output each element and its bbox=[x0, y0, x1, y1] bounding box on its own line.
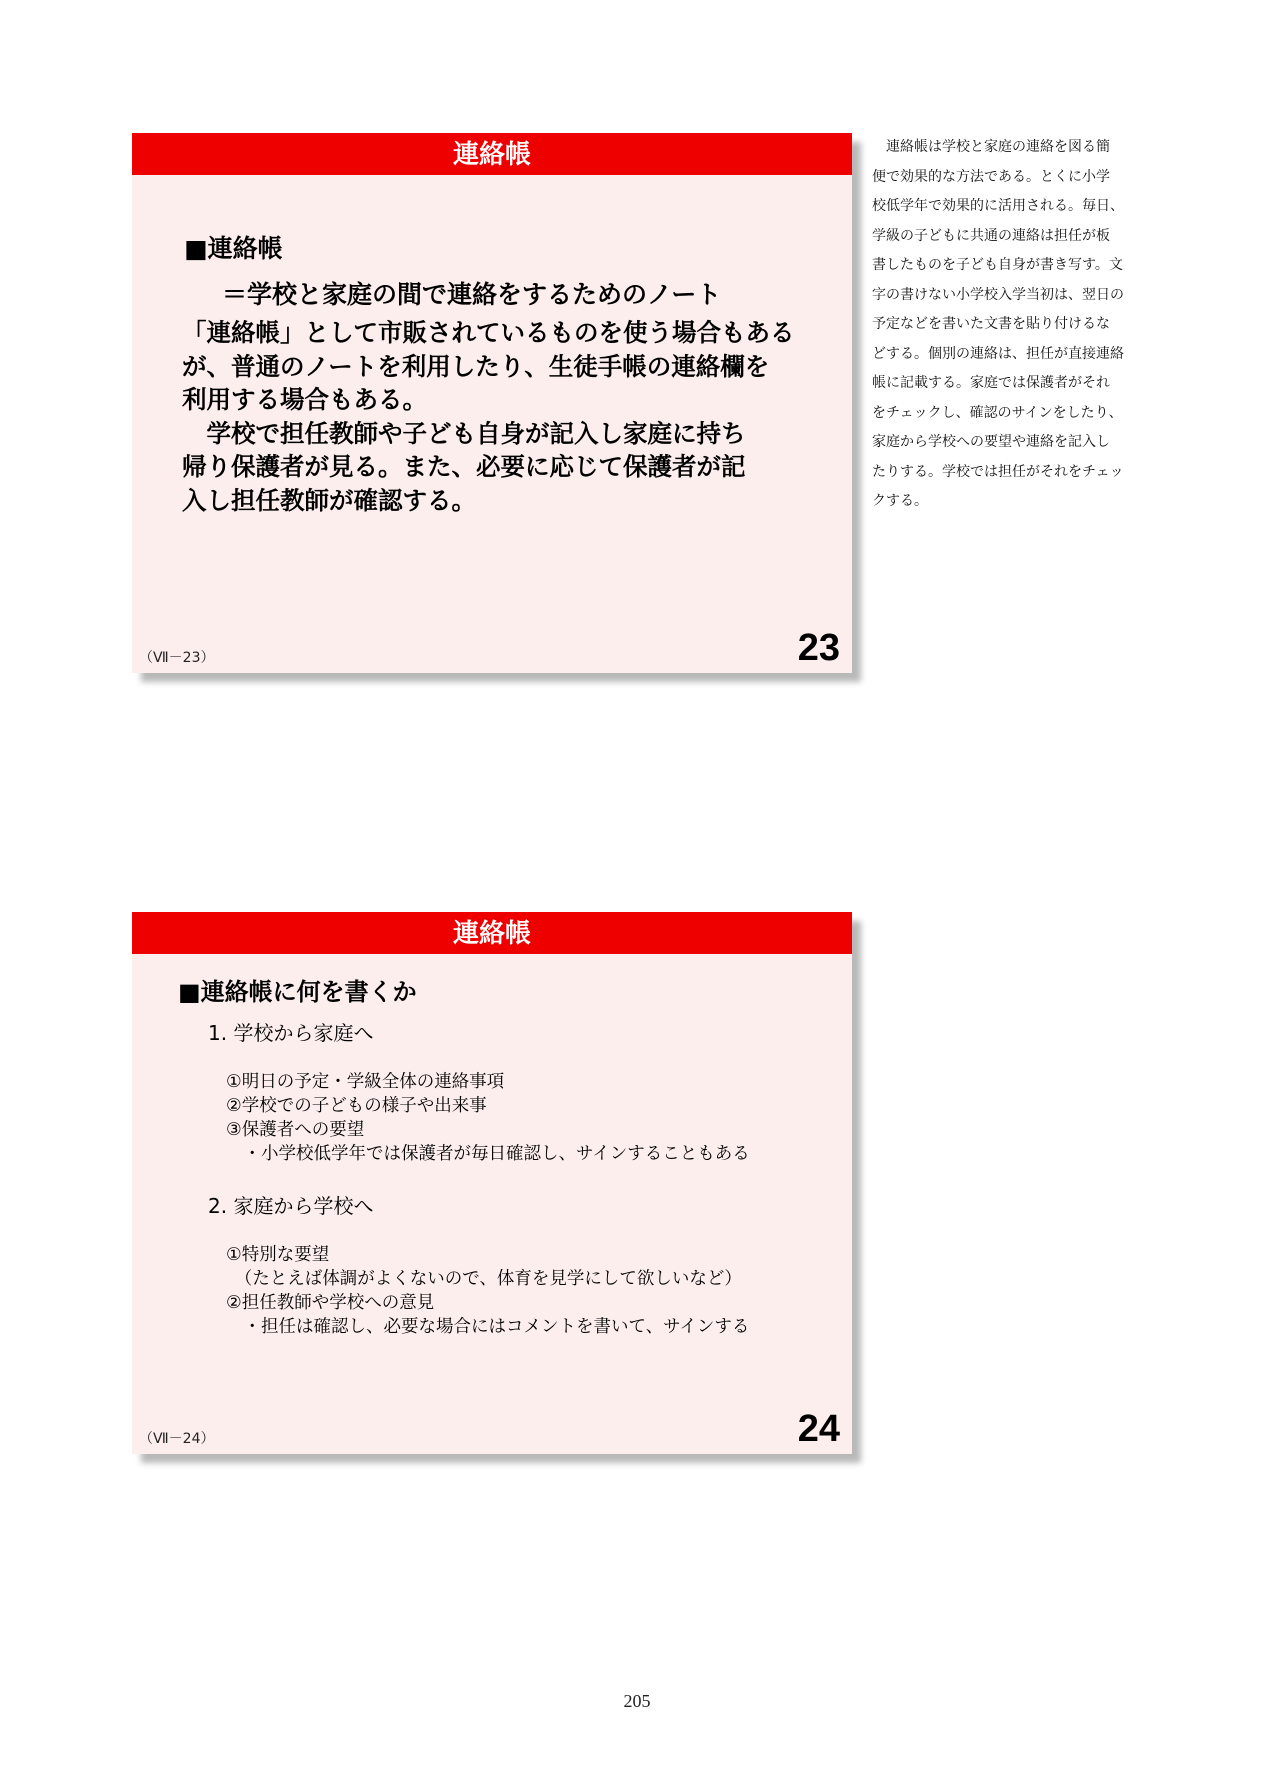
notes-line: 字の書けない小学校入学当初は、翌日の bbox=[872, 286, 1124, 303]
notes-line: 学級の子どもに共通の連絡は担任が板 bbox=[872, 227, 1110, 244]
notes-line: 便で効果的な方法である。とくに小学 bbox=[872, 168, 1110, 185]
slide-title: 連絡帳 bbox=[132, 133, 852, 175]
notes-line: 校低学年で効果的に活用される。毎日、 bbox=[872, 198, 1124, 214]
notes-line: どする。個別の連絡は、担任が直接連絡 bbox=[872, 345, 1124, 362]
body-line: 「連絡帳」として市販されているものを使う場合もある bbox=[182, 318, 795, 347]
slide-heading: ■連絡帳 bbox=[184, 234, 283, 263]
list-item: ②学校での子どもの様子や出来事 bbox=[226, 1096, 487, 1116]
notes-line: 帳に記載する。家庭では保護者がそれ bbox=[872, 375, 1110, 391]
notes-line: クする。 bbox=[872, 493, 928, 509]
body-line: 帰り保護者が見る。また、必要に応じて保護者が記 bbox=[182, 452, 746, 481]
body-line: 入し担任教師が確認する。 bbox=[182, 485, 476, 515]
body-line: 利用する場合もある。 bbox=[182, 385, 427, 414]
definition-line: ＝学校と家庭の間で連絡をするためのノート bbox=[222, 280, 722, 309]
notes-line: たりする。学校では担任がそれをチェッ bbox=[872, 463, 1124, 480]
list-item: ③保護者への要望 bbox=[226, 1120, 365, 1140]
notes-line: をチェックし、確認のサインをしたり、 bbox=[872, 404, 1123, 421]
slide-number: 24 bbox=[797, 1408, 840, 1450]
slide-24 bbox=[132, 912, 852, 1454]
list-item: ②担任教師や学校への意見 bbox=[226, 1293, 435, 1313]
list-item: （たとえば体調がよくないので、体育を見学にして欲しいなど） bbox=[226, 1269, 742, 1289]
body-line: 学校で担任教師や子ども自身が記入し家庭に持ち bbox=[182, 418, 746, 448]
slide-23 bbox=[132, 133, 852, 673]
notes-line: 書したものを子ども自身が書き写す。文 bbox=[872, 257, 1123, 273]
notes-line: 連絡帳は学校と家庭の連絡を図る簡 bbox=[872, 139, 1110, 155]
list-item: ・担任は確認し、必要な場合にはコメントを書いて、サインする bbox=[226, 1317, 750, 1337]
page-number: 205 bbox=[623, 1691, 651, 1711]
slide-reference: （Ⅶ－23） bbox=[139, 650, 215, 666]
section-label: 2. 家庭から学校へ bbox=[208, 1194, 374, 1218]
notes-line: 家庭から学校への要望や連絡を記入し bbox=[872, 434, 1110, 450]
slide-number: 23 bbox=[797, 627, 840, 669]
list-item: ①特別な要望 bbox=[226, 1245, 330, 1265]
slide-title: 連絡帳 bbox=[132, 912, 852, 954]
section-label: 1. 学校から家庭へ bbox=[208, 1021, 374, 1045]
notes-text bbox=[872, 133, 1150, 517]
list-item: ①明日の予定・学級全体の連絡事項 bbox=[226, 1072, 505, 1092]
list-item: ・小学校低学年では保護者が毎日確認し、サインすることもある bbox=[226, 1144, 750, 1164]
body-line: が、普通のノートを利用したり、生徒手帳の連絡欄を bbox=[182, 351, 770, 381]
slide-reference: （Ⅶ－24） bbox=[139, 1431, 215, 1447]
slide-body bbox=[182, 316, 822, 517]
notes-line: 予定などを書いた文書を貼り付けるな bbox=[872, 316, 1110, 332]
slide-heading: ■連絡帳に何を書くか bbox=[178, 978, 417, 1006]
